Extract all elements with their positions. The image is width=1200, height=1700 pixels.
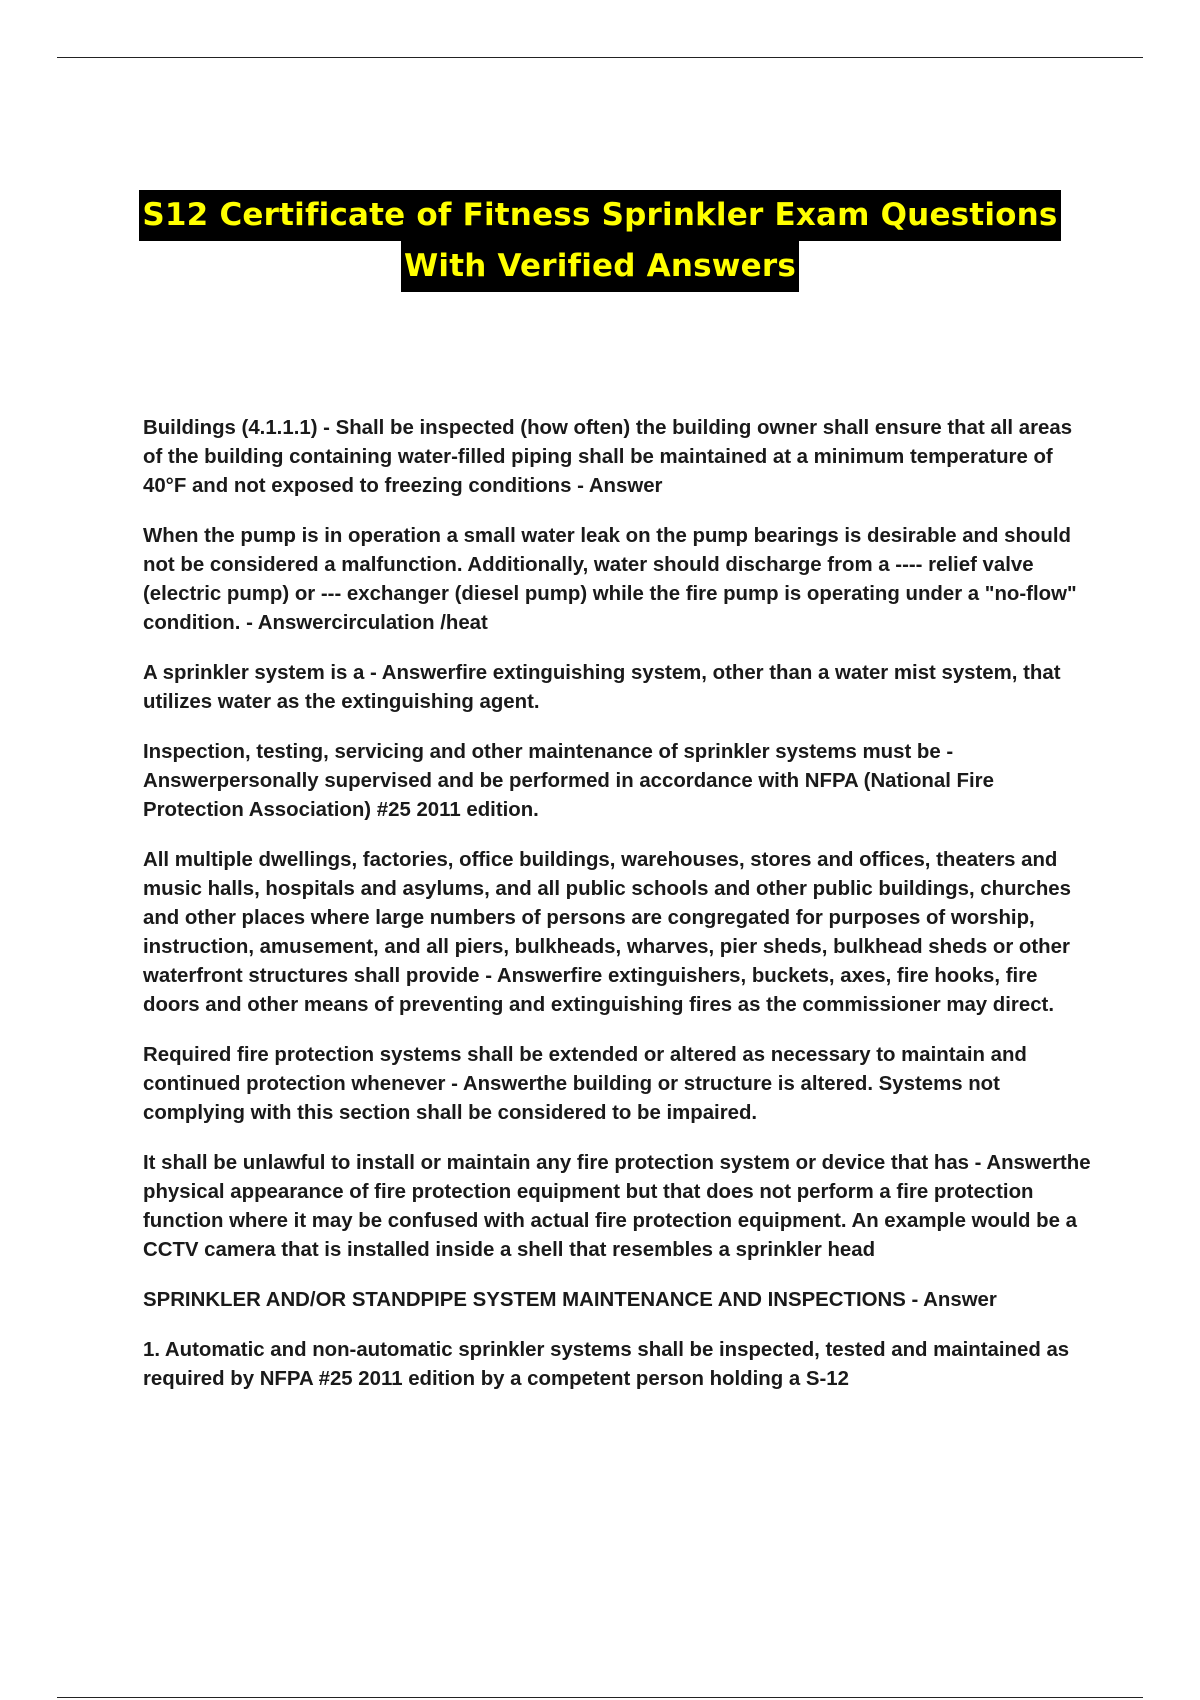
question-paragraph: Buildings (4.1.1.1) - Shall be inspected (how often) the building owner shall ensure that all areas of the building containing water-filled piping shall be maintained at a minimum temperature of 40°F and not exposed to freezing conditions - Answer bbox=[143, 417, 1073, 497]
question-paragraph: 1. Automatic and non-automatic sprinkler systems shall be inspected, tested and maintained as required by NFPA #25 2011 edition by a competent person holding a S-12 bbox=[143, 1339, 1070, 1390]
document-title bbox=[0, 190, 1200, 292]
question-paragraph: Inspection, testing, servicing and other maintenance of sprinkler systems must be - Answerpersonally supervised and be performed in accordance with NFPA (National Fire Protection Association) #25 2011 edition. bbox=[143, 741, 994, 821]
question-paragraph: When the pump is in operation a small water leak on the pump bearings is desirable and should not be considered a malfunction. Additionally, water should discharge from a ---- relief valve (electric pump) or --- exchanger (diesel pump) while the fire pump is operating under a "no-flow" condition. - Answercirculation /heat bbox=[143, 525, 1077, 634]
bottom-divider bbox=[57, 1697, 1143, 1698]
question-paragraph: All multiple dwellings, factories, office buildings, warehouses, stores and offices, theaters and music halls, hospitals and asylums, and all public schools and other public buildings, churches and other places where large numbers of persons are congregated for purposes of worship, instruction, amusement, and all piers, bulkheads, wharves, pier sheds, bulkhead sheds or other waterfront structures shall provide - Answerfire extinguishers, buckets, axes, fire hooks, fire doors and other means of preventing and extinguishing fires as the commissioner may direct. bbox=[143, 849, 1071, 1016]
top-divider bbox=[57, 57, 1143, 58]
document-body bbox=[143, 414, 1093, 1415]
title-line-1: S12 Certificate of Fitness Sprinkler Exam Questions bbox=[139, 190, 1060, 241]
title-line-2: With Verified Answers bbox=[401, 241, 799, 292]
question-paragraph: A sprinkler system is a - Answerfire extinguishing system, other than a water mist system, that utilizes water as the extinguishing agent. bbox=[143, 662, 1061, 713]
question-paragraph: It shall be unlawful to install or maintain any fire protection system or device that has - Answerthe physical appearance of fire protection equipment but that does not perform a fire protection function where it may be confused with actual fire protection equipment. An example would be a CCTV camera that is installed inside a shell that resembles a sprinkler head bbox=[143, 1152, 1091, 1261]
section-heading: SPRINKLER AND/OR STANDPIPE SYSTEM MAINTENANCE AND INSPECTIONS - Answer bbox=[143, 1289, 997, 1311]
question-paragraph: Required fire protection systems shall be extended or altered as necessary to maintain and continued protection whenever - Answerthe building or structure is altered. Systems not complying with this section shall be considered to be impaired. bbox=[143, 1044, 1027, 1124]
